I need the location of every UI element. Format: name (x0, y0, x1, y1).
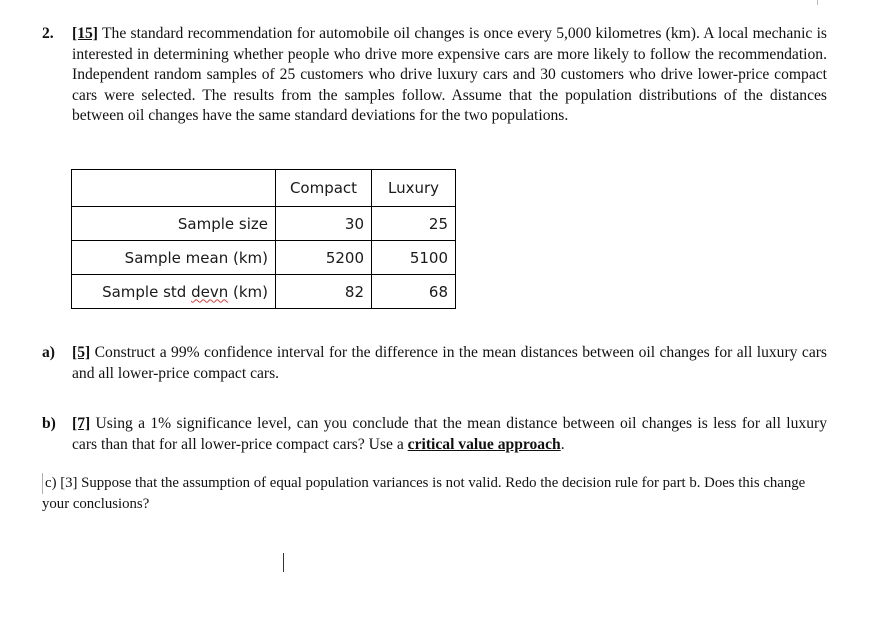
sample-statistics-table (71, 169, 456, 309)
part-b-emphasis: critical value approach (407, 435, 561, 453)
part-b-text-end: . (560, 435, 565, 453)
cell-compact-sample-mean: 5200 (276, 241, 372, 275)
cell-compact-sample-std: 82 (276, 275, 372, 309)
cell-luxury-sample-size: 25 (372, 207, 456, 241)
table-header-luxury: Luxury (372, 170, 456, 207)
part-a-text: Construct a 99% confidence interval for the difference in the mean distances between oil changes for all luxury cars and all lower-price compact cars. (72, 344, 827, 382)
row-label-sample-size: Sample size (72, 207, 276, 241)
std-label-suffix: (km) (228, 282, 268, 301)
table-header-row (72, 170, 456, 207)
table-row (72, 241, 456, 275)
spellcheck-flagged-word[interactable]: devn (191, 282, 229, 301)
part-a-points: [5] (72, 344, 91, 361)
part-a-body (72, 343, 827, 384)
part-b-label: b) (42, 415, 56, 432)
question-text: The standard recommendation for automobile oil changes is once every 5,000 kilometres (km). A local mechanic is interested in determining whether people who drive more expensive cars are more likely to follow the recommendation. Independent random samples of 25 customers who drive luxury cars and 30 customers who drive lower-price compact cars were selected. The results from the samples follow. Assume that the population distributions of the distances between oil changes have the same standard deviations for the two populations. (72, 25, 828, 125)
row-label-sample-mean: Sample mean (km) (72, 241, 276, 275)
part-b-points: [7] (72, 415, 91, 432)
cell-compact-sample-size: 30 (276, 207, 372, 241)
cell-luxury-sample-mean: 5100 (372, 241, 456, 275)
cell-luxury-sample-std: 68 (372, 275, 456, 309)
part-a-label: a) (42, 344, 55, 361)
part-c (42, 473, 827, 514)
table-row (72, 207, 456, 241)
part-b-body (72, 414, 827, 455)
std-label-prefix: Sample std (102, 282, 192, 301)
question-2 (42, 24, 827, 127)
question-number: 2. (42, 25, 54, 42)
part-c-label: c) (42, 473, 57, 494)
part-b (42, 414, 827, 455)
text-insertion-cursor[interactable] (283, 553, 284, 572)
row-label-sample-std (72, 275, 276, 309)
table-row (72, 275, 456, 309)
part-b-text: Using a 1% significance level, can you conclude that the mean distance between oil changes is less for all luxury cars than that for all lower-price compact cars? Use a (72, 415, 827, 453)
question-points: [15] (72, 25, 98, 42)
part-c-text: [3] Suppose that the assumption of equal population variances is not valid. Redo the decision rule for part b. Does this change your conclusions? (42, 475, 806, 512)
question-body (72, 24, 827, 127)
part-a (42, 343, 827, 384)
page-edge-mark (817, 0, 818, 5)
table-header-compact: Compact (276, 170, 372, 207)
table-header-empty (72, 170, 276, 207)
